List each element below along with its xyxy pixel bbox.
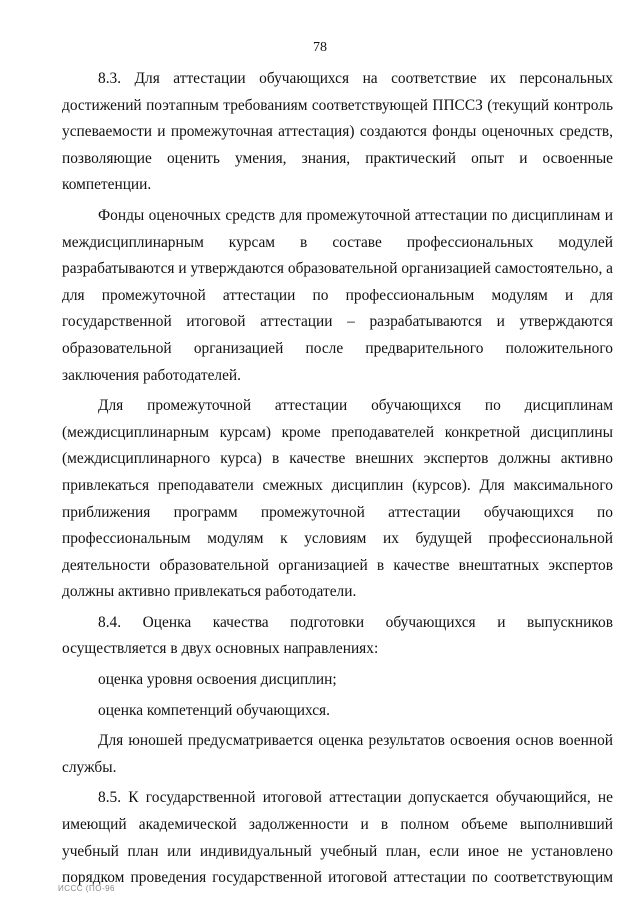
paragraph-8-3: 8.3. Для аттестации обучающихся на соответствие их персональных достижений поэтапным требованиям соответствующей ППССЗ (текущий контроль успеваемости и промежуточная аттестация) создаются фонды оценочных средств, позволяющие оценить умения, знания, практический опыт и освоенные компетенции. [62, 70, 613, 194]
paragraph-external-experts: Для промежуточной аттестации обучающихся по дисциплинам (междисциплинарным курсам) кроме преподавателей конкретной дисциплины (междисциплинарного курса) в качестве внешних экспертов должны активно привлекаться преподаватели смежных дисциплин (курсов). Для максимального приближения программ промежуточной аттестации обучающихся по профессиональным модулям к условиям их будущей профессиональной деятельности образовательной организацией в качестве внештатных экспертов должны активно привлекаться работодатели. [62, 397, 613, 601]
document-body [62, 66, 613, 896]
list-item-competence-assessment: оценка компетенций обучающихся. [98, 701, 330, 719]
list-item-discipline-level: оценка уровня освоения дисциплин; [98, 671, 337, 689]
paragraph-assessment-funds: Фонды оценочных средств для промежуточной аттестации по дисциплинам и междисциплинарным курсам в составе профессиональных модулей разрабатываются и утверждаются образовательной организацией самостоятельно, а для промежуточной аттестации по профессиональным модулям и для государственной итоговой аттестации – разрабатываются и утверждаются образовательной организацией после предварительного положительного заключения работодателей. [62, 206, 613, 384]
page-number: 78 [313, 40, 327, 55]
paragraph-8-5: 8.5. К государственной итоговой аттестации допускается обучающийся, не имеющий академической задолженности и в полном объеме выполнивший учебный план или индивидуальный учебный план, если иное не установлено порядком проведения государственной итоговой аттестации по соответствующим [62, 789, 613, 887]
paragraph-military-service: Для юношей предусматривается оценка результатов освоения основ военной службы. [62, 732, 613, 776]
footer-stamp: ИССС (ПО-96 [58, 884, 116, 893]
paragraph-8-4: 8.4. Оценка качества подготовки обучающихся и выпускников осуществляется в двух основных направлениях: [62, 613, 613, 658]
